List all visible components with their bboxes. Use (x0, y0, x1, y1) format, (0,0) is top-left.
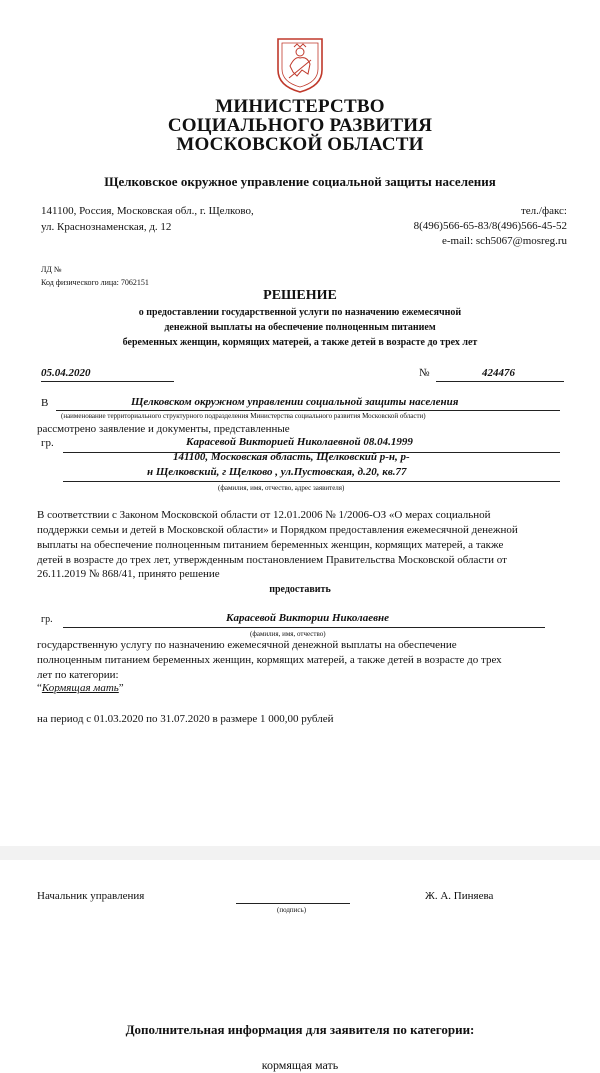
department-name: Щелковское окружное управление социальной защиты населения (104, 174, 496, 189)
basis-line4: детей в возрасте до трех лет, утвержденным постановлением Правительства Московской области от (37, 554, 507, 566)
decision-subtitle-line1: о предоставлении государственной услуги по назначению ежемесячной (138, 307, 462, 318)
category-quote-open: “ (37, 682, 42, 694)
category-value (37, 682, 124, 694)
service-line3: лет по категории: (37, 669, 119, 681)
basis-line3: выплаты на обеспечение полноценным питанием беременных женщин, кормящих матерей, а также (37, 539, 504, 551)
authority-caption: (наименование территориального структурного подразделения Министерства социального развития Московской области) (61, 412, 426, 420)
ministry-title-line3: МОСКОВСКОЙ ОБЛАСТИ (176, 134, 424, 155)
ministry-title-line1: МИНИСТЕРСТВО (215, 96, 385, 117)
person-code: Код физического лица: 7062151 (41, 278, 149, 287)
page-break (0, 846, 600, 860)
address-line1: 141100, Россия, Московская обл., г. Щелково, (41, 205, 254, 217)
payment-period: на период с 01.03.2020 по 31.07.2020 в размере 1 000,00 рублей (37, 713, 334, 725)
service-line2: полноценным питанием беременных женщин, кормящих матерей, а также детей в возрасте до трех (37, 654, 502, 666)
category-name: Кормящая мать (41, 682, 119, 694)
additional-info-title: Дополнительная информация для заявителя по категории: (125, 1022, 475, 1037)
ld-number: ЛД № (41, 265, 62, 274)
recipient-underline (63, 627, 545, 628)
recipient-label: гр. (41, 614, 53, 625)
basis-line2: поддержки семьи и детей в Московской области» и Порядком предоставления ежемесячной денежной (37, 524, 518, 536)
phone: 8(496)566-65-83/8(496)566-45-52 (413, 220, 567, 232)
authority-underline (56, 410, 560, 411)
applicant-caption: (фамилия, имя, отчество, адрес заявителя) (218, 484, 345, 492)
citizen-label: гр. (41, 437, 54, 449)
signer-position: Начальник управления (37, 890, 145, 902)
applicant-address-line1: 141100, Московская область, Щелковский р-н, р- (173, 451, 410, 463)
coat-of-arms (275, 36, 325, 94)
date-underline (41, 381, 174, 382)
email: e-mail: sch5067@mosreg.ru (442, 235, 567, 247)
decision-subtitle-line3: беременных женщин, кормящих матерей, а также детей в возрасте до трех лет (122, 337, 478, 348)
verdict: предоставить (269, 584, 331, 595)
authority-name: Щелковском окружном управлении социальной защиты населения (131, 396, 459, 408)
phone-label: тел./факс: (520, 205, 567, 217)
additional-info-category: кормящая мать (261, 1058, 339, 1072)
applicant-address-underline (63, 481, 560, 482)
signer-name: Ж. А. Пиняева (425, 890, 494, 902)
in-label: В (41, 397, 49, 409)
decision-number: 424476 (482, 367, 515, 379)
applicant-address-line2: н Щелковский, г Щелково , ул.Пустовская, д.20, кв.77 (147, 466, 407, 478)
decision-date: 05.04.2020 (41, 367, 91, 379)
decision-subtitle-line2: денежной выплаты на обеспечение полноценным питанием (164, 322, 436, 333)
decision-title: РЕШЕНИЕ (263, 288, 337, 303)
ministry-title-line2: СОЦИАЛЬНОГО РАЗВИТИЯ (167, 115, 433, 136)
signature-caption: (подпись) (277, 906, 307, 914)
service-line1: государственную услугу по назначению ежемесячной денежной выплаты на обеспечение (37, 639, 457, 651)
basis-line5: 26.11.2019 № 868/41, принято решение (37, 568, 220, 580)
category-quote-close: ” (118, 682, 124, 694)
recipient-caption: (фамилия, имя, отчество) (250, 630, 326, 638)
basis-line1: В соответствии с Законом Московской области от 12.01.2006 № 1/2006-ОЗ «О мерах социальной (37, 509, 491, 521)
address-line2: ул. Краснознаменская, д. 12 (41, 221, 172, 233)
recipient-name: Карасевой Виктории Николаевне (226, 612, 389, 624)
applicant-name: Карасевой Викторией Николаевной 08.04.1999 (186, 436, 413, 448)
signature-line (236, 903, 350, 904)
number-underline (436, 381, 564, 382)
reviewed-text: рассмотрено заявление и документы, представленные (37, 423, 290, 435)
number-label: № (419, 367, 430, 379)
